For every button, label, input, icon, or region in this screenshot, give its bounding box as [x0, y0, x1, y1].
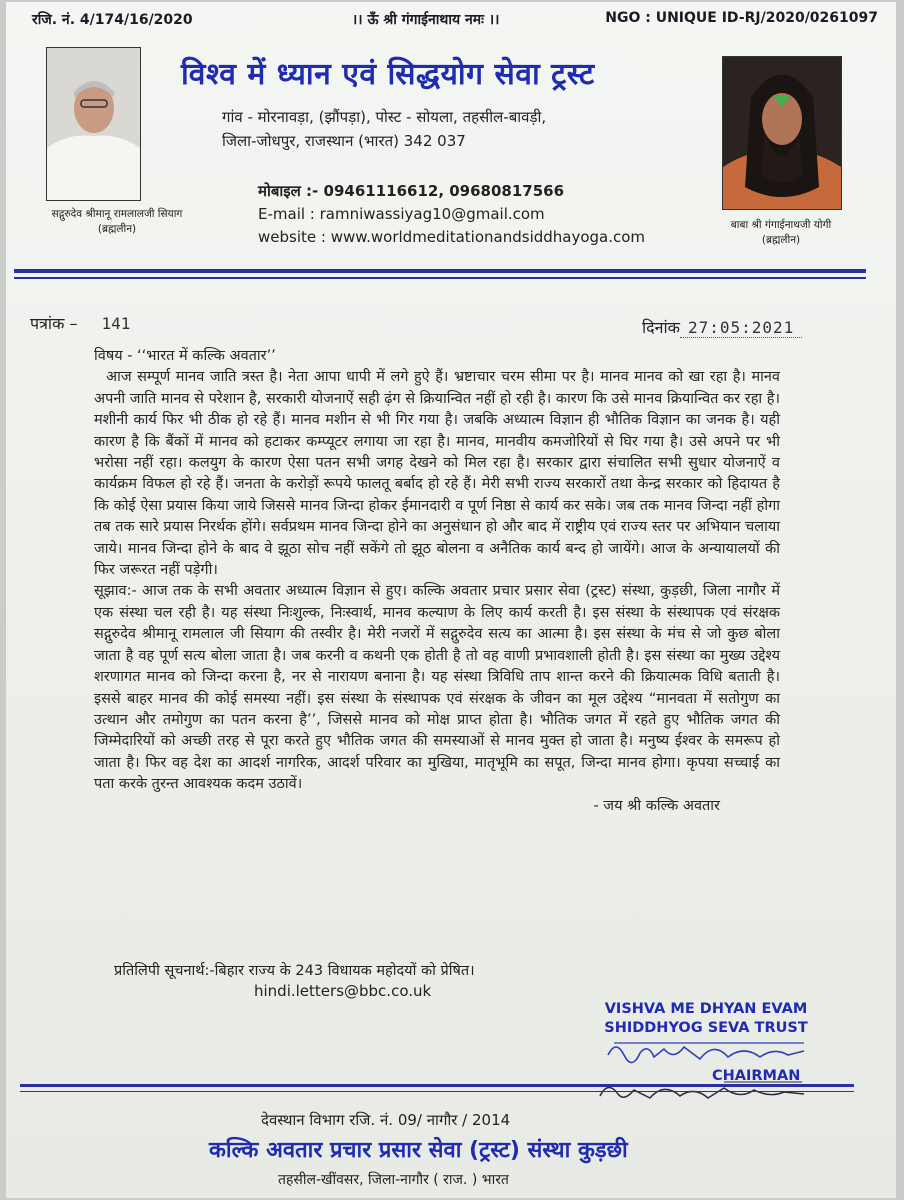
- header-divider: [14, 269, 866, 273]
- body-paragraph: आज सम्पूर्ण मानव जाति त्रस्त है। नेता आपा धापी में लगे हुऐ हैं। भ्रष्टाचार चरम सीमा पर है। मानव मानव को खा रहा है। मानव अपनी जाति मानव से परेशान है, सरकारी योजनाऐं सही ढ़ंग से क्रियान्वित नहीं हो रही है। कारण कि उसे मानव क्रियान्वित कर रहा है। मशीनी कार्य फिर भी ठीक हो रहे हैं। मानव मशीन से भी गिर गया है। जबकि अध्यात्म विज्ञान ही भौतिक विज्ञान का जनक है। यही कारण है कि बैंकों में मानव को हटाकर कम्प्यूटर लगाया जा रहा है। मानव, मानवीय कमजोरियों से घिर गया है। उसे अपने पर भी भरोसा नहीं रहा। कलयुग के कारण ऐसा पतन सभी जगह देखने को मिल रहा है। सरकार द्वारा संचालित सभी सुधार योजनाऐं व कार्यक्रम विफल हो रहे हैं। जनता के करोड़ों रूपये फालतू बर्बाद हो रहे हैं। मेरी सभी राज्य सरकारों तथा केन्द्र सरकार को हिदायत है कि कोई ऐसा प्रयास किया जाये जिससे मानव जिन्दा होकर ईमानदारी व पूर्ण निष्ठा से कार्य कर सके। जब तक मानव जिन्दा नहीं होगा तब तक सारे प्रयास निरर्थक होंगे। सर्वप्रथम मानव जिन्दा होने का अनुसंधान हो और बाद में राष्ट्रीय एवं राज्य स्तर पर अभियान चलाया जाये। मानव जिन्दा होने के बाद वे झूठा सोच नहीं सकेंगे तो झूठ बोलना व अनैतिक कार्य बन्द हो जायेंगे। आज के अन्यायालयों की फिर जरूरत नहीं पड़ेगी।: [94, 369, 780, 579]
- ngo-id: NGO : UNIQUE ID-RJ/2020/0261097: [605, 10, 878, 26]
- footer-divider-thin: [20, 1091, 854, 1092]
- trust-name: विश्व में ध्यान एवं सिद्धयोग सेवा ट्रस्ट: [181, 57, 595, 92]
- letter-body: [94, 346, 780, 817]
- letter-date: दिनांक 27:05:2021: [642, 316, 802, 338]
- signature-trust-stamp: VISHVA ME DHYAN EVAM SHIDDHYOG SEVA TRUST: [604, 1001, 808, 1036]
- top-line: [32, 10, 878, 34]
- trust-address: गांव - मोरनावड़ा, (झौंपड़ा), पोस्ट - सोयला, तहसील-बावड़ी, जिला-जोधपुर, राजस्थान (भारत) 342 037: [222, 108, 547, 150]
- header-divider-thin: [14, 277, 866, 279]
- bbc-email: hindi.letters@bbc.co.uk: [254, 982, 432, 1000]
- website-address: website : www.worldmeditationandsiddhayoga.com: [258, 228, 646, 246]
- closing-salutation: - जय श्री कल्कि अवतार: [593, 797, 720, 814]
- mobile-numbers: मोबाइल :- 09461116612, 09680817566: [258, 182, 565, 200]
- email-address: E-mail : ramniwassiyag10@gmail.com: [258, 205, 545, 223]
- chairman-title: CHAIRMAN: [712, 1068, 801, 1084]
- founder-photo: [46, 47, 141, 201]
- letterhead-page: [6, 2, 896, 1198]
- registration-number: रजि. नं. 4/174/16/2020: [32, 12, 193, 28]
- handwritten-signature: [604, 1035, 812, 1071]
- founder-caption: सद्गुरुदेव श्रीमानू रामलालजी सियाग (ब्रह्मलीन): [51, 208, 183, 235]
- guru-photo: [722, 56, 842, 210]
- footer-registration: देवस्थान विभाग रजि. नं. 09/ नागौर / 2014: [261, 1111, 511, 1129]
- reference-number: पत्रांक – 141: [30, 314, 131, 333]
- invocation: ।। ऊँ श्री गंगाईनाथाय नमः ।।: [352, 12, 500, 28]
- footer-divider: [20, 1084, 854, 1087]
- subject-line: विषय - ‘‘भारत में कल्कि अवतार’’: [94, 348, 276, 364]
- guru-caption: बाबा श्री गंगाईनाथजी योगी (ब्रह्मलीन): [730, 219, 832, 246]
- contact-block: [258, 180, 645, 249]
- footer-address: तहसील-खींवसर, जिला-नागौर ( राज. ) भारत: [278, 1172, 509, 1188]
- copy-to-line: प्रतिलिपी सूचनार्थ:-बिहार राज्य के 243 विधायक महोदयों को प्रेषित।: [114, 963, 475, 979]
- footer-trust-name: कल्कि अवतार प्रचार प्रसार सेवा (ट्रस्ट) संस्था कुड़छी: [209, 1138, 628, 1163]
- suggestion-paragraph: सूझाव:- आज तक के सभी अवतार अध्यात्म विज्ञान से हुए। कल्कि अवतार प्रचार प्रसार सेवा (ट्रस्ट) संस्था, कुड़छी, जिला नागौर में एक संस्था चल रही है। यह संस्था निःशुल्क, निःस्वार्थ, मानव कल्याण के लिए कार्य करती है। इस संस्था के संस्थापक एवं संरक्षक सद्गुरुदेव श्रीमानू रामलाल जी सियाग की तस्वीर है। मेरी नजरों में सद्गुरुदेव सत्य का आत्मा है। इस संस्था के मंच से जो कुछ बोला जाता है वह पूर्ण सत्य बोला जाता है। जब करनी व कथनी एक होती है तो वह वाणी प्रभावशाली होती है। इस संस्था का मुख्य उद्देश्य शरणागत मानव को जिन्दा करना है, नर से नारायण बनाना है। यह संस्था त्रिविधि ताप शान्त करने की क्रियात्मक विधि बताती है। इससे बाहर मानव की कोई समस्या नहीं। इस संस्था के संस्थापक एवं संरक्षक के जीवन का मूल उद्देश्य “मानवता में सतोगुण का उत्थान और तमोगुण का पतन करना है’’, जिससे मानव को मोक्ष प्राप्त होता है। भौतिक जगत में रहते हुए भौतिक जगत की जिम्मेदारियों को अच्छी तरह से पूरा करते हुए भौतिक जगत की समस्याओं से मानव मुक्त हो जाता है। मनुष्य ईश्वर के समरूप हो जाता है। फिर वह देश का आदर्श नागरिक, आदर्श परिवार का मुखिया, मातृभूमि का सपूत, जिन्दा मानव होगा। कृपया सच्चाई का पता करके तुरन्त आवश्यक कदम उठावें।: [94, 583, 780, 793]
